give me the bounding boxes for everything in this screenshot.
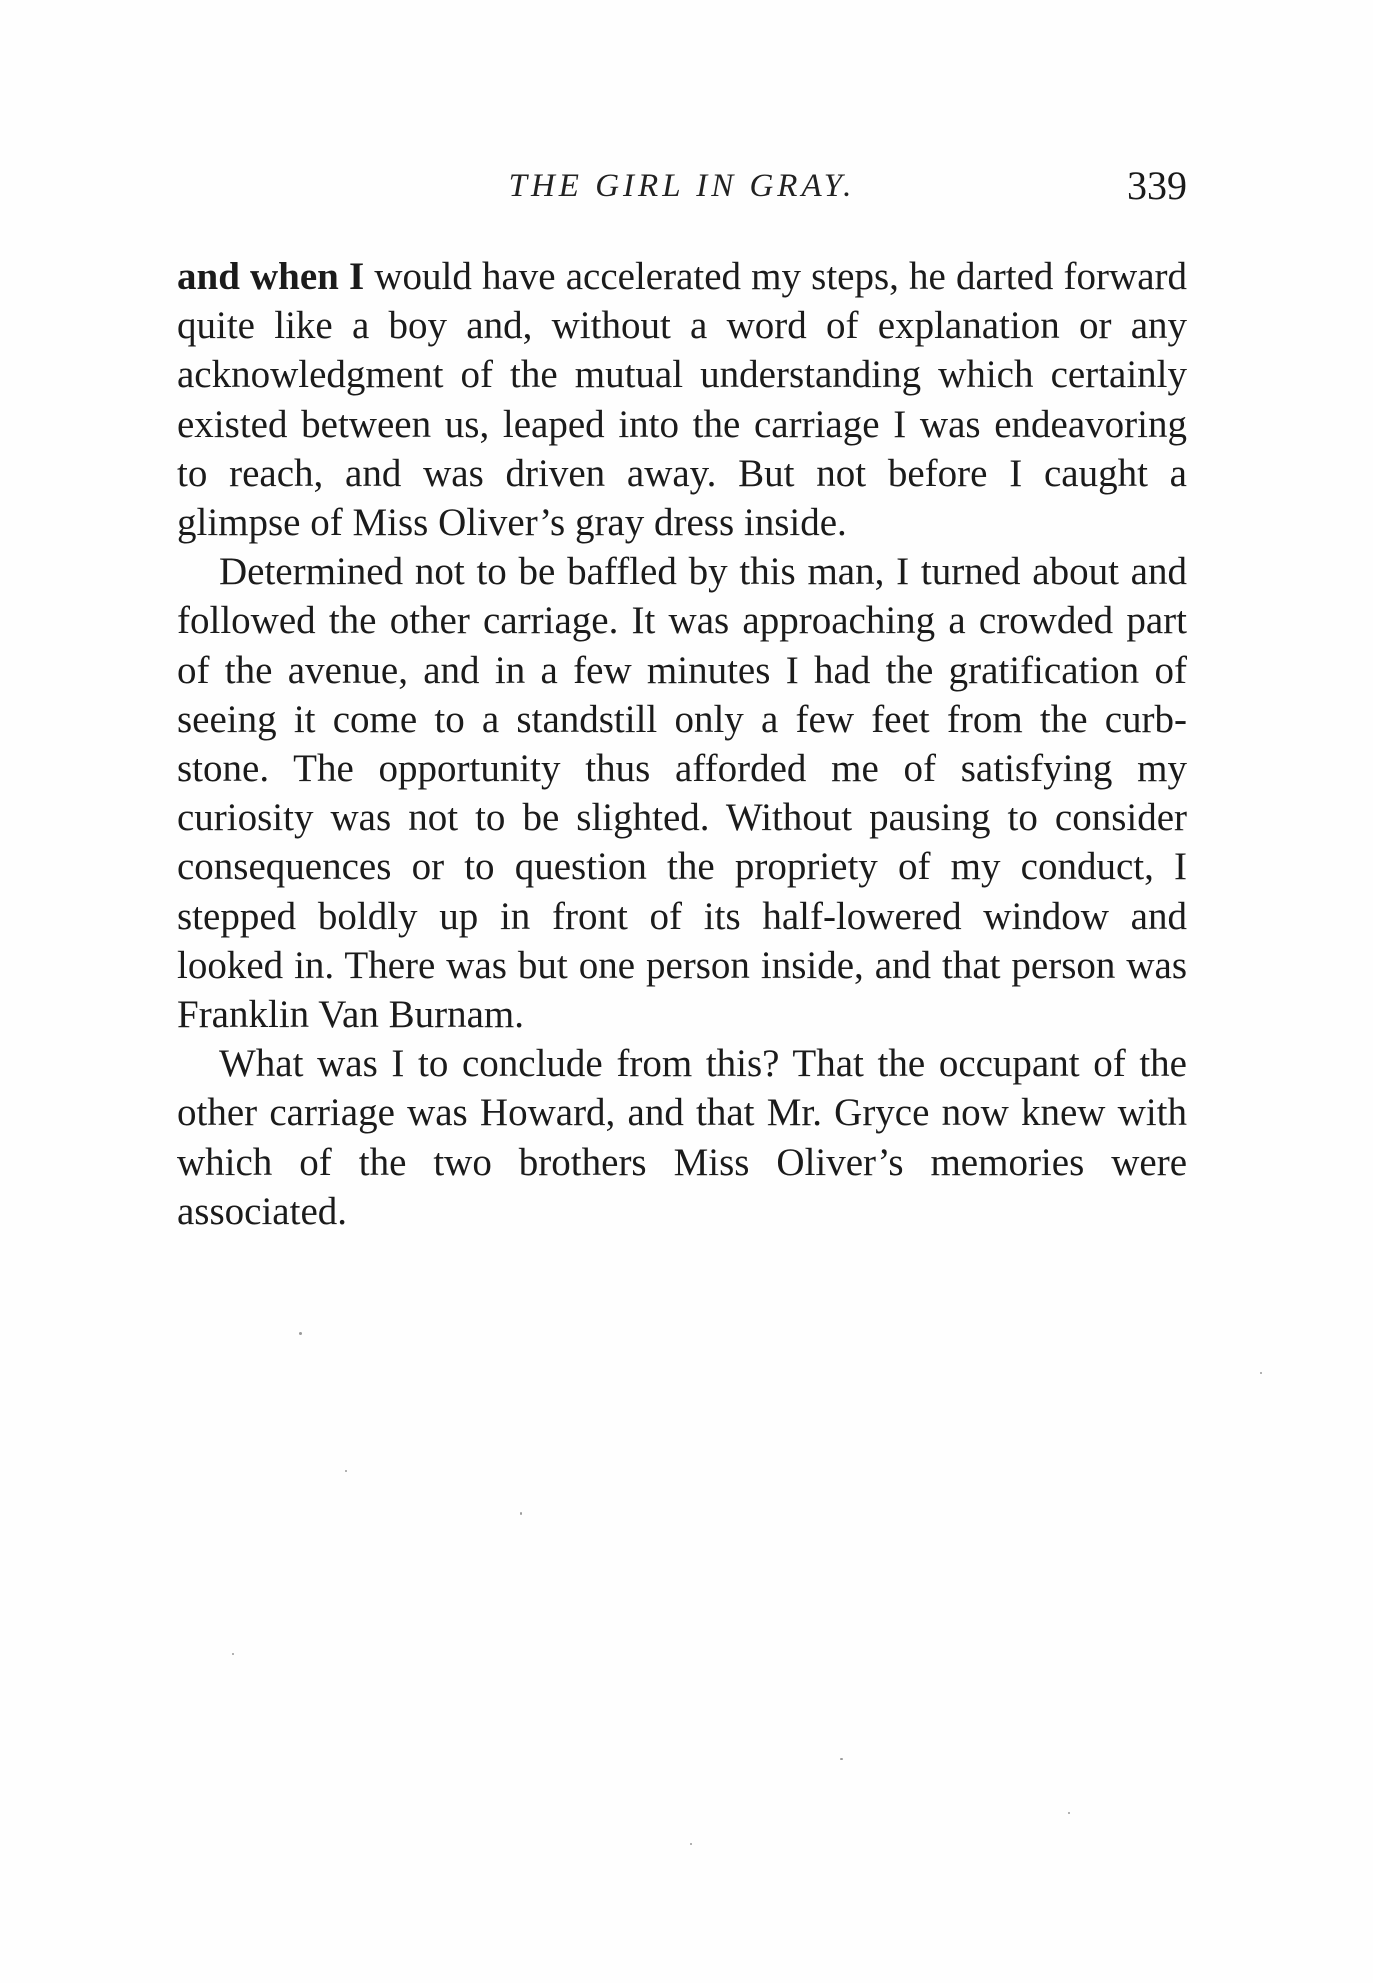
running-header xyxy=(177,162,1187,222)
paragraph-1-lead: and when I xyxy=(177,255,365,298)
paper-speck xyxy=(690,1843,692,1845)
paragraph-2: Determined not to be baffled by this man, I turned about and followed the other carriage. It was approaching a crowded part of the avenue, and in a few minutes I had the gratification of seeing it come to a standstill only a few feet from the curb-stone. The opportunity thus afforded me of satisfying my curiosity was not to be slighted. Without pausing to consider consequences or to question the propriety of my conduct, I stepped boldly up in front of its half-lowered window and looked in. There was but one person inside, and that person was Franklin Van Burnam. xyxy=(177,550,1187,1037)
paper-speck xyxy=(840,1758,843,1760)
body-text xyxy=(177,252,1187,1236)
paragraph-3: What was I to conclude from this? That the occupant of the other carriage was Howard, and that Mr. Gryce now knew with which of the two brothers Miss Oliver’s memories were associated. xyxy=(177,1042,1187,1233)
paper-speck xyxy=(1260,1372,1262,1374)
page-number: 339 xyxy=(1127,163,1187,208)
paragraph-1 xyxy=(177,252,1187,547)
running-title: THE GIRL IN GRAY. xyxy=(508,168,856,204)
paper-speck xyxy=(299,1332,302,1335)
paper-speck xyxy=(345,1470,347,1472)
paper-speck xyxy=(520,1512,522,1515)
paper-speck xyxy=(1068,1812,1070,1814)
paper-speck xyxy=(232,1653,234,1655)
paragraph-1-text: would have accelerated my steps, he darted forward quite like a boy and, without a word of explanation or any acknowledgment of the mutual understanding which certainly existed between us, leaped into the carriage I was endeavoring to reach, and was driven away. But not before I caught a glimpse of Miss Oliver’s gray dress inside. xyxy=(177,255,1187,545)
